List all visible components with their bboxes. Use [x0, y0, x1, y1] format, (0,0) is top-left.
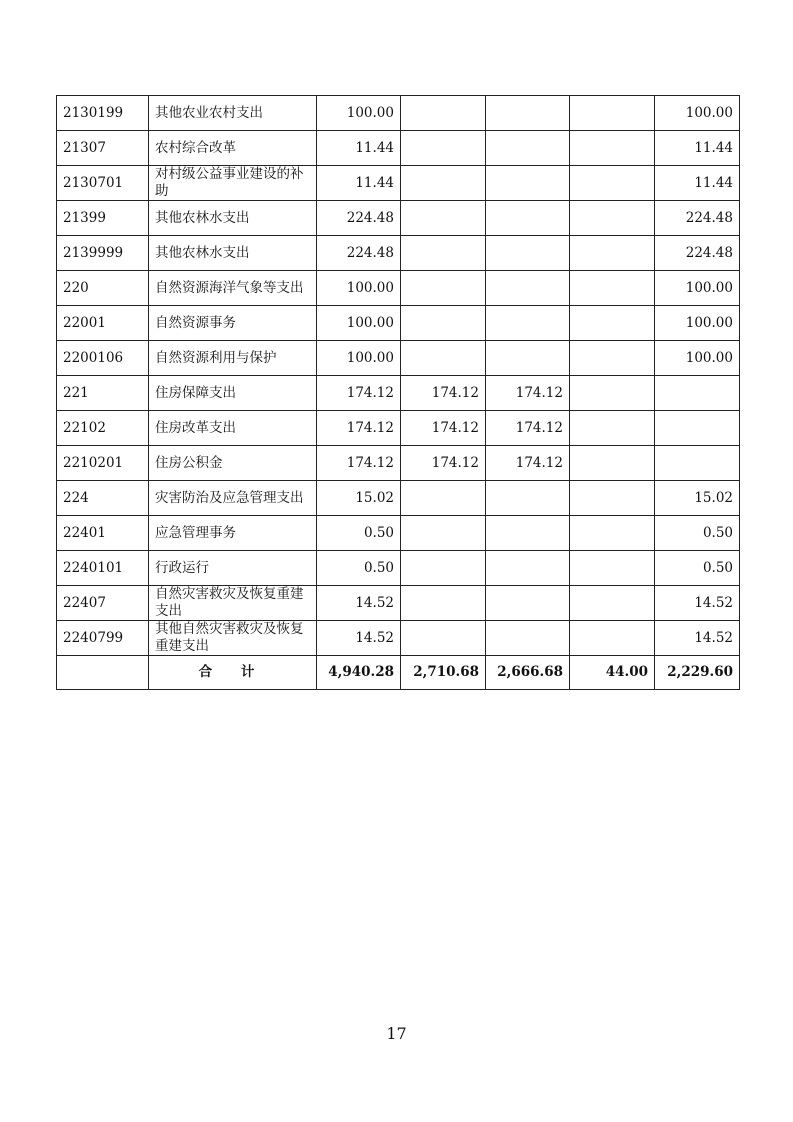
- public-cell: [570, 96, 655, 131]
- basic-cell: [401, 96, 486, 131]
- total-cell: 174.12: [317, 411, 401, 446]
- personnel-cell: [486, 481, 570, 516]
- table-row: [57, 551, 740, 586]
- basic-cell: [401, 236, 486, 271]
- table-row: [57, 516, 740, 551]
- name-cell: 自然资源利用与保护: [149, 341, 317, 376]
- total-cell: 0.50: [317, 551, 401, 586]
- code-cell: 2139999: [57, 236, 149, 271]
- public-cell: [570, 341, 655, 376]
- basic-cell: [401, 131, 486, 166]
- public-cell: [570, 621, 655, 656]
- public-cell: [570, 236, 655, 271]
- code-cell: 2240799: [57, 621, 149, 656]
- total-cell: 174.12: [317, 376, 401, 411]
- code-cell: 220: [57, 271, 149, 306]
- basic-cell: [401, 516, 486, 551]
- code-cell: 22401: [57, 516, 149, 551]
- public-cell: [570, 481, 655, 516]
- total-cell: 0.50: [317, 516, 401, 551]
- personnel-cell: [486, 96, 570, 131]
- project-cell: [655, 376, 740, 411]
- table-row: [57, 236, 740, 271]
- table-row: [57, 166, 740, 201]
- table-row: [57, 621, 740, 656]
- personnel-cell: [486, 306, 570, 341]
- name-cell: 农村综合改革: [149, 131, 317, 166]
- project-cell: [655, 411, 740, 446]
- project-cell: 100.00: [655, 96, 740, 131]
- code-cell: 22001: [57, 306, 149, 341]
- public-cell: [570, 201, 655, 236]
- personnel-cell: [486, 341, 570, 376]
- public-cell: [570, 376, 655, 411]
- total-cell: 15.02: [317, 481, 401, 516]
- basic-cell: [401, 621, 486, 656]
- code-cell: 21307: [57, 131, 149, 166]
- project-cell: 15.02: [655, 481, 740, 516]
- basic-cell: [401, 586, 486, 621]
- project-cell: 14.52: [655, 621, 740, 656]
- basic-cell: 174.12: [401, 411, 486, 446]
- personnel-cell: 174.12: [486, 411, 570, 446]
- personnel-cell: [486, 201, 570, 236]
- table-row: [57, 446, 740, 481]
- table-row: [57, 341, 740, 376]
- total-label: 合 计: [149, 656, 317, 690]
- name-cell: 应急管理事务: [149, 516, 317, 551]
- code-cell: 2240101: [57, 551, 149, 586]
- project-cell: 224.48: [655, 236, 740, 271]
- name-cell: 自然资源海洋气象等支出: [149, 271, 317, 306]
- code-cell: 221: [57, 376, 149, 411]
- page-number: 17: [386, 1024, 407, 1043]
- basic-cell: [401, 271, 486, 306]
- personnel-cell: [486, 131, 570, 166]
- total-cell: 11.44: [317, 131, 401, 166]
- table-row: [57, 131, 740, 166]
- table-row: [57, 481, 740, 516]
- name-cell: 其他自然灾害救灾及恢复重建支出: [149, 621, 317, 656]
- name-cell: 其他农林水支出: [149, 236, 317, 271]
- project-cell: 0.50: [655, 516, 740, 551]
- basic-cell: 174.12: [401, 446, 486, 481]
- basic-cell: [401, 341, 486, 376]
- project-cell: 14.52: [655, 586, 740, 621]
- total-cell: 100.00: [317, 341, 401, 376]
- total-public: 44.00: [570, 656, 655, 690]
- public-cell: [570, 131, 655, 166]
- name-cell: 行政运行: [149, 551, 317, 586]
- table-row: [57, 411, 740, 446]
- personnel-cell: [486, 586, 570, 621]
- public-cell: [570, 516, 655, 551]
- personnel-cell: [486, 516, 570, 551]
- table-row: [57, 201, 740, 236]
- project-cell: 0.50: [655, 551, 740, 586]
- table-body: [57, 96, 740, 656]
- project-cell: 11.44: [655, 166, 740, 201]
- project-cell: 224.48: [655, 201, 740, 236]
- total-cell: 14.52: [317, 621, 401, 656]
- name-cell: 其他农业农村支出: [149, 96, 317, 131]
- personnel-cell: [486, 551, 570, 586]
- table-row: [57, 376, 740, 411]
- name-cell: 住房保障支出: [149, 376, 317, 411]
- basic-cell: 174.12: [401, 376, 486, 411]
- project-cell: [655, 446, 740, 481]
- total-cell: 11.44: [317, 166, 401, 201]
- total-project: 2,229.60: [655, 656, 740, 690]
- public-cell: [570, 411, 655, 446]
- total-code-cell: [57, 656, 149, 690]
- personnel-cell: [486, 621, 570, 656]
- total-cell: 100.00: [317, 271, 401, 306]
- code-cell: 2200106: [57, 341, 149, 376]
- project-cell: 100.00: [655, 306, 740, 341]
- project-cell: 11.44: [655, 131, 740, 166]
- code-cell: 22407: [57, 586, 149, 621]
- public-cell: [570, 586, 655, 621]
- name-cell: 自然资源事务: [149, 306, 317, 341]
- total-basic: 2,710.68: [401, 656, 486, 690]
- total-cell: 224.48: [317, 201, 401, 236]
- basic-cell: [401, 551, 486, 586]
- total-cell: 100.00: [317, 96, 401, 131]
- total-cell: 14.52: [317, 586, 401, 621]
- name-cell: 住房公积金: [149, 446, 317, 481]
- name-cell: 灾害防治及应急管理支出: [149, 481, 317, 516]
- basic-cell: [401, 306, 486, 341]
- total-row: [57, 656, 740, 690]
- name-cell: 自然灾害救灾及恢复重建支出: [149, 586, 317, 621]
- total-amount: 4,940.28: [317, 656, 401, 690]
- basic-cell: [401, 481, 486, 516]
- public-cell: [570, 271, 655, 306]
- personnel-cell: [486, 236, 570, 271]
- total-cell: 100.00: [317, 306, 401, 341]
- name-cell: 其他农林水支出: [149, 201, 317, 236]
- personnel-cell: 174.12: [486, 446, 570, 481]
- project-cell: 100.00: [655, 271, 740, 306]
- budget-table: [56, 95, 740, 690]
- public-cell: [570, 166, 655, 201]
- table-row: [57, 586, 740, 621]
- name-cell: 住房改革支出: [149, 411, 317, 446]
- basic-cell: [401, 201, 486, 236]
- code-cell: 2130701: [57, 166, 149, 201]
- project-cell: 100.00: [655, 341, 740, 376]
- total-personnel: 2,666.68: [486, 656, 570, 690]
- name-cell: 对村级公益事业建设的补助: [149, 166, 317, 201]
- table-row: [57, 96, 740, 131]
- personnel-cell: [486, 166, 570, 201]
- code-cell: 224: [57, 481, 149, 516]
- total-cell: 174.12: [317, 446, 401, 481]
- total-cell: 224.48: [317, 236, 401, 271]
- code-cell: 2210201: [57, 446, 149, 481]
- code-cell: 22102: [57, 411, 149, 446]
- personnel-cell: 174.12: [486, 376, 570, 411]
- basic-cell: [401, 166, 486, 201]
- table-row: [57, 306, 740, 341]
- public-cell: [570, 306, 655, 341]
- table-row: [57, 271, 740, 306]
- code-cell: 21399: [57, 201, 149, 236]
- public-cell: [570, 446, 655, 481]
- code-cell: 2130199: [57, 96, 149, 131]
- personnel-cell: [486, 271, 570, 306]
- public-cell: [570, 551, 655, 586]
